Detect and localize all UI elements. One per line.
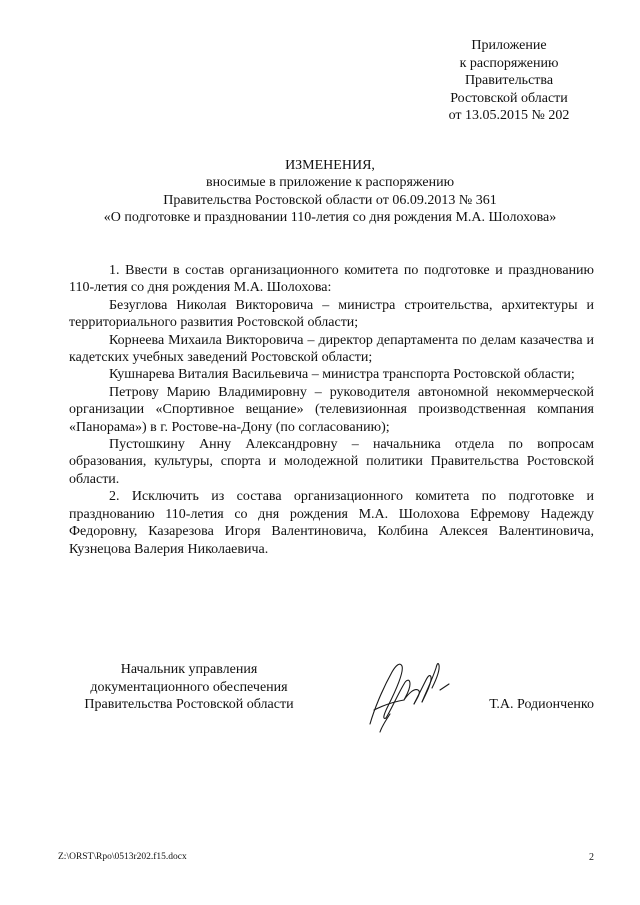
item-number: 1. xyxy=(109,263,120,278)
item-1-entry: Безуглова Николая Викторовича – министра строительства, архитектуры и территориального развития Ростовской области; xyxy=(69,297,594,331)
heading-subtitle-line: вносимые в приложение к распоряжению xyxy=(205,175,455,191)
signer-name: Т.А. Родионченко xyxy=(489,697,594,712)
heading-subtitle-line: Правительства Ростовской области от 06.09.2013 № 361 xyxy=(163,192,497,208)
document-body xyxy=(69,262,594,558)
footer-file-path: Z:\ORST\Rpo\0513r202.f15.docx xyxy=(58,852,187,862)
position-line: Начальник управления xyxy=(120,662,258,677)
signatory-position xyxy=(69,661,309,714)
addendum-line: Приложение xyxy=(471,38,547,53)
item-2 xyxy=(69,488,594,558)
item-1-entry: Кушнарева Виталия Васильевича – министра транспорта Ростовской области; xyxy=(109,367,575,383)
item-1-entry: Пустошкину Анну Александровну – начальника отдела по вопросам образования, культуры, спорта и молодежной политики Правительства Ростовской области. xyxy=(69,437,594,487)
addendum-line: от 13.05.2015 № 202 xyxy=(448,108,570,124)
item-1-entry: Корнеева Михаила Викторовича – директор департамента по делам казачества и кадетских учебных заведений Ростовской области; xyxy=(69,332,594,366)
position-line: Правительства Ростовской области xyxy=(84,697,294,713)
addendum-block xyxy=(420,37,598,125)
item-text: Ввести в состав организационного комитета по подготовке и празднованию 110-летия со дня рождения М.А. Шолохова: xyxy=(69,263,595,296)
document-heading xyxy=(60,157,600,226)
item-number: 2. xyxy=(109,489,120,505)
heading-title: ИЗМЕНЕНИЯ, xyxy=(285,158,375,173)
addendum-line: Ростовской области xyxy=(450,90,568,106)
page-number: 2 xyxy=(589,852,594,863)
item-1-entry: Петрову Марию Владимировну – руководителя автономной некоммерческой организации «Спортивное вещание» (телевизионная производственная компания «Панорама») в г. Ростове-на-Дону (по согласованию); xyxy=(69,384,594,435)
handwritten-signature xyxy=(352,650,462,740)
heading-subtitle-line: «О подготовке и праздновании 110-летия со дня рождения М.А. Шолохова» xyxy=(103,209,557,225)
addendum-line: Правительства xyxy=(464,73,554,89)
item-text: Исключить из состава организационного комитета по подготовке и празднованию 110-летия со дня рождения М.А. Шолохова Ефремову Надежду Федоровну, Казарезова Игоря Валентиновича, Колбина Алексея Валентиновича, Кузнецова Валерия Николаевича. xyxy=(69,489,594,557)
position-line: документационного обеспечения xyxy=(90,679,288,695)
addendum-line: к распоряжению xyxy=(459,55,559,71)
item-1 xyxy=(69,262,594,297)
